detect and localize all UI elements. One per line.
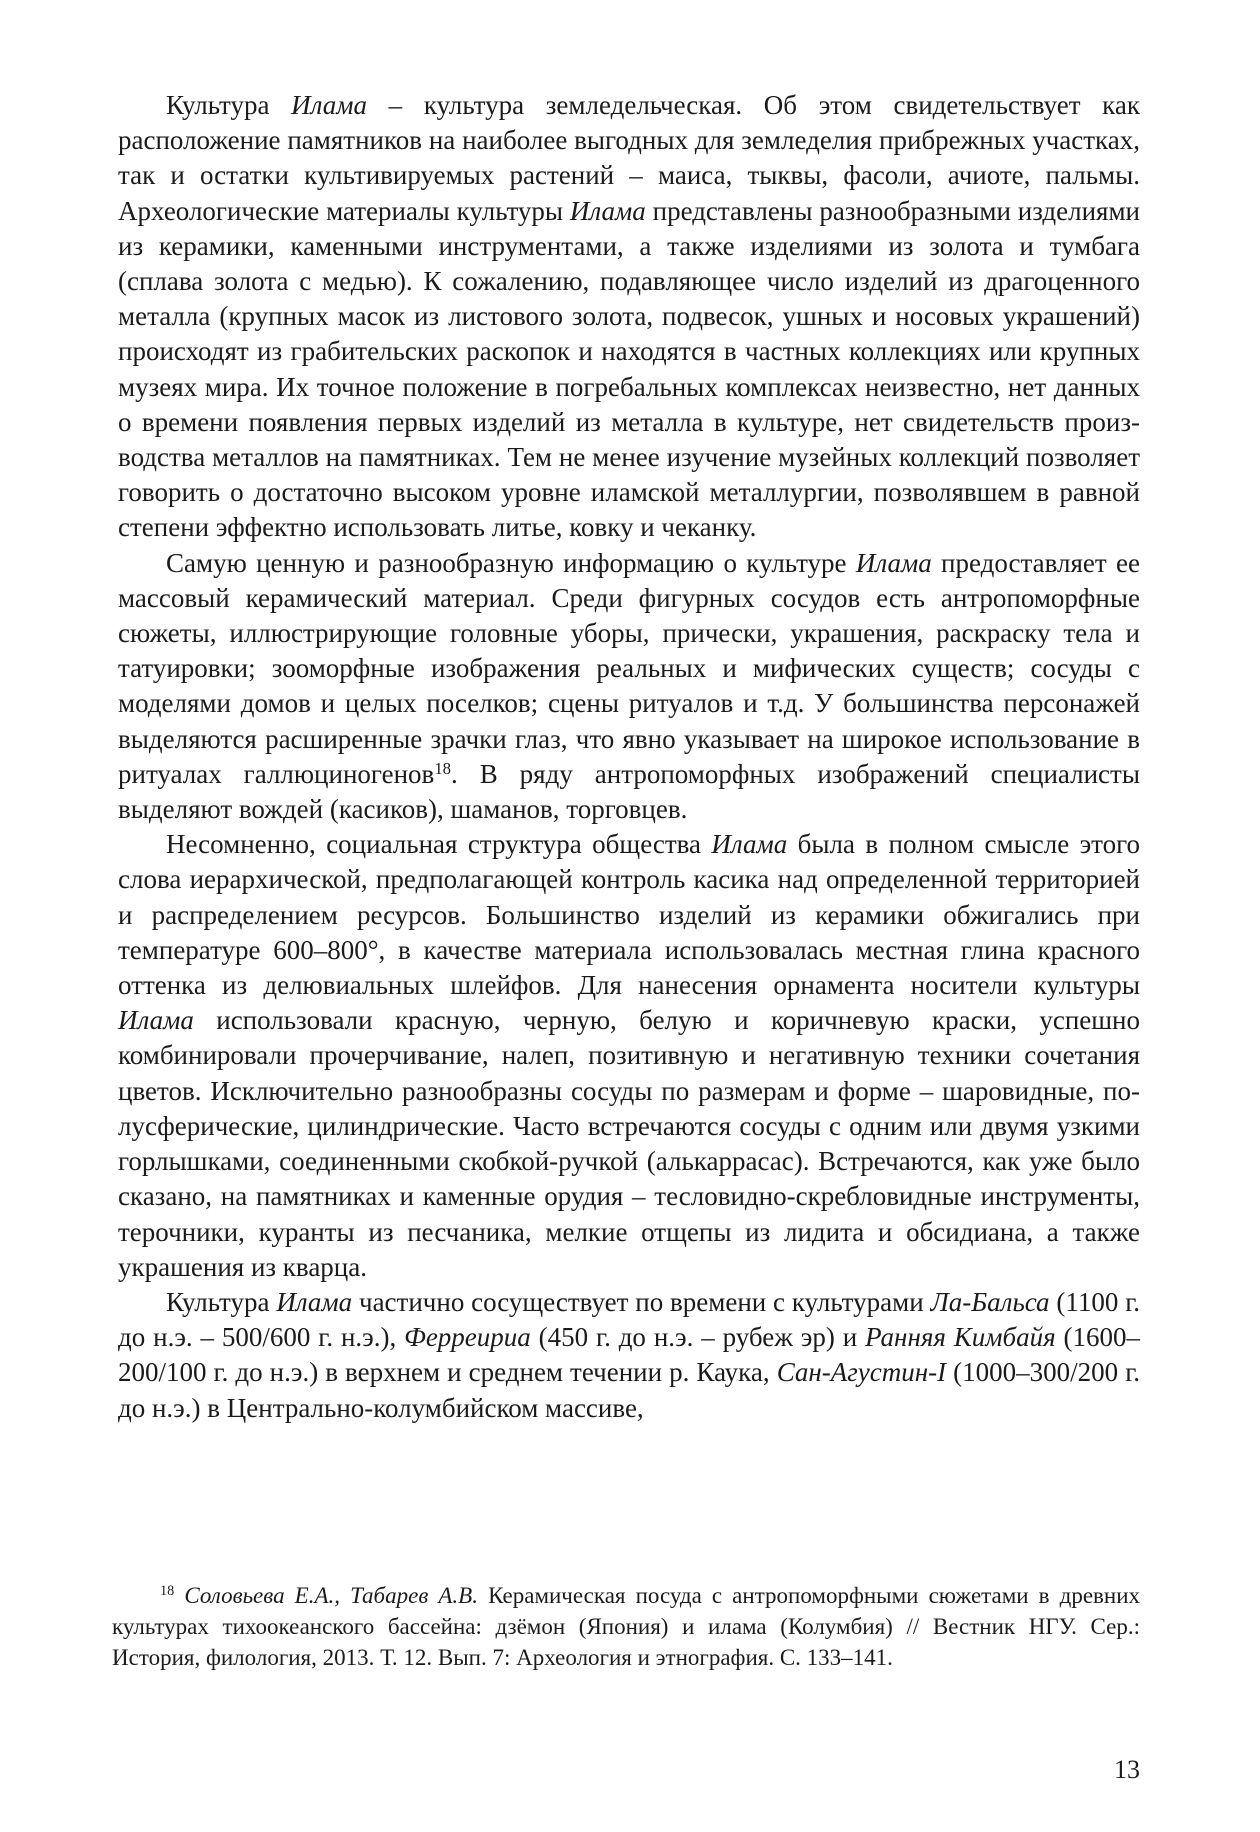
paragraph-1 <box>118 88 1140 546</box>
text-run: (1100 г. до н.э. – 500/600 г. н.э.), <box>118 1286 1140 1353</box>
text-run: была в полном смысле этого слова иерархической, предполагающей контроль касика над определенной территорией и распределением ресурсов. Большинство изделий из керамики обжигались при температуре 600–800°, в качестве материала использовалась местная глина красного оттенка из делювиальных шлейфов. Для нанесения орнамента носители культуры <box>118 829 1141 1001</box>
italic-term: Илама <box>569 195 646 226</box>
paragraph-2 <box>118 546 1140 828</box>
italic-term: Ферреириа <box>404 1322 531 1353</box>
text-run: Керамическая посуда с антропоморфными сюжетами в древних культурах тихоокеанского бассейна: дзёмон (Япония) и илама (Колумбия) // Вестник НГУ. Сер.: История, филология, 2013. Т. 12. Вып. 7: Археология и этнография. С. 133–141. <box>112 1583 1141 1670</box>
text-run: . В ряду антропоморфных изображений специалисты выделяют вождей (касиков), шаманов, торговцев. <box>118 758 1140 825</box>
footnote-area <box>112 1580 1140 1673</box>
footnote-ref: 18 <box>434 758 452 778</box>
italic-term: Илама <box>291 90 367 120</box>
italic-term: Илама <box>118 1005 194 1036</box>
text-run: (1600–200/100 г. до н.э.) в верхнем и среднем течении р. Каука, <box>118 1322 1140 1388</box>
italic-term: Илама <box>276 1286 353 1317</box>
italic-term: Илама <box>711 829 788 860</box>
italic-term: Илама <box>855 547 932 578</box>
text-run: представлены разнообразными изделиями из керамики, каменными инструментами, а также изделиями из золота и тумбага (сплава золота с медью). К сожалению, подавляющее число изделий из драгоценного металла (крупных масок из листового золота, подвесок, ушных и носовых украшений) происходят из грабительских раскопок и находятся в частных коллекциях или крупных музеях мира. Их точное положение в погребальных комплексах неизвестно, нет данных о времени появления первых изделий из металла в культуре, нет свидетельств производства металлов на памятниках. Тем не менее изучение музейных коллекций позволяет говорить о достаточно высоком уровне иламской металлургии, позволявшем в равной степени эффектно использовать литье, ковку и чеканку. <box>118 195 1140 543</box>
italic-term: Соловьева Е.А., Табарев А.В. <box>184 1583 478 1608</box>
italic-term: Ранняя Кимбайя <box>865 1322 1056 1353</box>
text-run: – культура земледельческая. Об этом свидетельствует как расположение памятников на наиболее выгодных для земледелия прибрежных участках, так и остатки культивируемых растений – маиса, тыквы, фасоли, ачиоте, пальмы. Археологические материалы культуры <box>118 90 1140 226</box>
text-run: предоставляет ее массовый керамический материал. Среди фигурных сосудов есть антропоморфные сюжеты, иллюстрирующие головные уборы, прически, украшения, раскраску тела и татуировки; зооморфные изображения реальных и мифических существ; сосуды с моделями домов и целых поселков; сцены ритуалов и т.д. У большинства персонажей выделяются расширенные зрачки глаз, что явно указывает на широкое использование в ритуалах галлюциногенов <box>118 547 1140 789</box>
text-run: Культура <box>166 1286 277 1317</box>
text-run <box>174 1583 184 1608</box>
paragraph-3 <box>118 827 1140 1285</box>
page-body <box>118 88 1140 1426</box>
text-run: Самую ценную и разнообразную информацию о культуре <box>166 547 856 578</box>
text-run: использовали красную, черную, белую и коричневую краски, успешно комбинировали прочерчивание, налеп, позитивную и негативную техники сочетания цветов. Исключительно разнообразны сосуды по размерам и форме – шаровидные, полусферические, цилиндрические. Часто встречаются сосуды с одним или двумя узкими горлышками, соединенными скобкой-ручкой (алькаррасас). Встречаются, как уже было сказано, на памятниках и каменные орудия – тесловидно-скребловидные инструменты, терочники, куранты из песчаника, мелкие отщепы из лидита и обсидиана, а также украшения из кварца. <box>118 1005 1140 1282</box>
paragraph-4 <box>118 1285 1140 1426</box>
page-number: 13 <box>1114 1755 1140 1784</box>
text-run: Культура <box>166 90 292 120</box>
text-run: (1000–300/200 г. до н.э.) в Центрально-колумбийском массиве, <box>118 1357 1141 1423</box>
footnote-18 <box>112 1580 1140 1673</box>
text-run: Несомненно, социальная структура общества <box>166 829 712 860</box>
text-run: частично сосуществует по времени с культурами <box>352 1286 931 1317</box>
footnote-ref: 18 <box>160 1583 175 1600</box>
italic-term: Сан-Агустин-I <box>776 1357 947 1388</box>
text-run: (450 г. до н.э. – рубеж эр) и <box>530 1322 866 1353</box>
italic-term: Ла-Бальса <box>930 1286 1050 1317</box>
